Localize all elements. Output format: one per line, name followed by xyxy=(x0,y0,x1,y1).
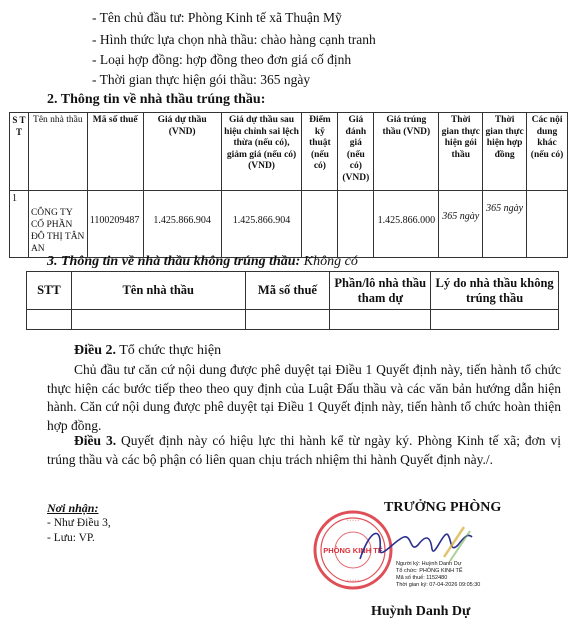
recipient-item: - Lưu: VP. xyxy=(47,532,95,544)
cell-contract-duration: 365 ngày xyxy=(483,191,527,258)
info-selection-method: - Hình thức lựa chọn nhà thầu: chào hàng cạnh tranh xyxy=(92,32,376,47)
signer-title: TRƯỞNG PHÒNG xyxy=(384,500,502,515)
table-row xyxy=(10,191,568,258)
col-tax-code: Mã số thuế xyxy=(245,272,330,310)
cell-adjusted-bid: 1.425.866.904 xyxy=(221,191,302,258)
info-contract-type: - Loại hợp đồng: hợp đồng theo đơn giá cố định xyxy=(92,52,352,67)
digital-signature-info xyxy=(396,561,566,589)
col-reason: Lý do nhà thầu không trúng thầu xyxy=(431,272,559,310)
col-bid-price: Giá dự thầu (VND) xyxy=(143,113,221,191)
sig-tax: Mã số thuế: 1152480 xyxy=(396,575,448,581)
stamp-text: PHÒNG KINH TẾ xyxy=(323,546,383,555)
info-owner: - Tên chủ đầu tư: Phòng Kinh tế xã Thuận Mỹ xyxy=(92,10,342,25)
losing-contractor-table xyxy=(26,271,559,330)
table-header-row xyxy=(10,113,568,191)
col-winning-price: Giá trúng thầu (VND) xyxy=(374,113,439,191)
svg-text:* * * * *: * * * * * xyxy=(346,518,360,523)
cell-stt: 1 xyxy=(10,191,29,258)
sig-org: Tổ chức: PHÒNG KINH TẾ xyxy=(396,568,463,574)
sig-time: Thời gian ký: 07-04-2026 09:05:30 xyxy=(396,582,481,588)
article-3-text: Quyết định này có hiệu lực thi hành kể từ ngày ký. Phòng Kinh tế xã; đơn vị trúng thầu và các bộ phận có liên quan chịu trách nhiệm thi hành Quyết định này./. xyxy=(47,433,561,467)
cell-other xyxy=(527,191,568,258)
article-3-body xyxy=(47,432,561,469)
section-3-none: Không có xyxy=(303,254,358,269)
col-stt: STT xyxy=(27,272,72,310)
section-3-heading xyxy=(47,254,358,270)
recipients-title: Nơi nhận: xyxy=(47,501,99,515)
col-adjusted-bid: Giá dự thầu sau hiệu chỉnh sai lệch thừa (nếu có), giảm giá (nếu có) (VND) xyxy=(221,113,302,191)
col-contractor-name: Tên nhà thầu xyxy=(71,272,245,310)
cell-bid-price: 1.425.866.904 xyxy=(143,191,221,258)
cell-eval-price xyxy=(338,191,374,258)
article-2-subject: Tổ chức thực hiện xyxy=(119,343,222,358)
article-2-body: Chủ đầu tư căn cứ nội dung được phê duyệt tại Điều 1 Quyết định này, tiến hành tổ chức thực hiện các bước tiếp theo theo quy định của Luật Đấu thầu và các văn bản hướng dẫn hiện hành. Căn cứ nội dung được phê duyệt tại Điều 1 Quyết định này, tiến hành tổ chức hoàn thiện hợp đồng. xyxy=(47,362,561,433)
sig-signer: Người ký: Huỳnh Danh Dự xyxy=(396,561,462,567)
cell-tech-score xyxy=(302,191,338,258)
article-2-heading xyxy=(74,343,221,359)
col-package-duration: Thời gian thực hiện gói thầu xyxy=(439,113,483,191)
col-contractor-name: Tên nhà thầu xyxy=(28,113,87,191)
col-eval-price: Giá đánh giá (nếu có) (VND) xyxy=(338,113,374,191)
recipient-item: - Như Điều 3, xyxy=(47,517,111,529)
table-header-row xyxy=(27,272,559,310)
article-2-title: Điều 2. xyxy=(74,343,116,358)
col-tax-code: Mã số thuế xyxy=(87,113,143,191)
section-3-title: 3. Thông tin về nhà thầu không trúng thầu: xyxy=(47,254,301,269)
col-lot: Phần/lô nhà thầu tham dự xyxy=(330,272,431,310)
section-2-title: 2. Thông tin về nhà thầu trúng thầu: xyxy=(47,92,266,107)
col-other: Các nội dung khác (nếu có) xyxy=(527,113,568,191)
signer-name: Huỳnh Danh Dự xyxy=(371,604,471,619)
col-tech-score: Điểm kỹ thuật (nếu có) xyxy=(302,113,338,191)
cell-tax-code: 1100209487 xyxy=(87,191,143,258)
col-contract-duration: Thời gian thực hiện hợp đồng xyxy=(483,113,527,191)
info-duration: - Thời gian thực hiện gói thầu: 365 ngày xyxy=(92,72,311,87)
svg-text:* * * * *: * * * * * xyxy=(346,578,360,583)
winning-contractor-table xyxy=(9,112,568,258)
handwritten-signature xyxy=(352,519,477,567)
article-3-title: Điều 3. xyxy=(74,433,117,448)
cell-contractor-name: CÔNG TY CỔ PHẦN ĐÔ THỊ TÂN AN xyxy=(28,191,87,258)
table-row xyxy=(27,310,559,330)
cell-winning-price: 1.425.866.000 xyxy=(374,191,439,258)
cell-package-duration: 365 ngày xyxy=(439,191,483,258)
col-stt: S T T xyxy=(10,113,29,191)
